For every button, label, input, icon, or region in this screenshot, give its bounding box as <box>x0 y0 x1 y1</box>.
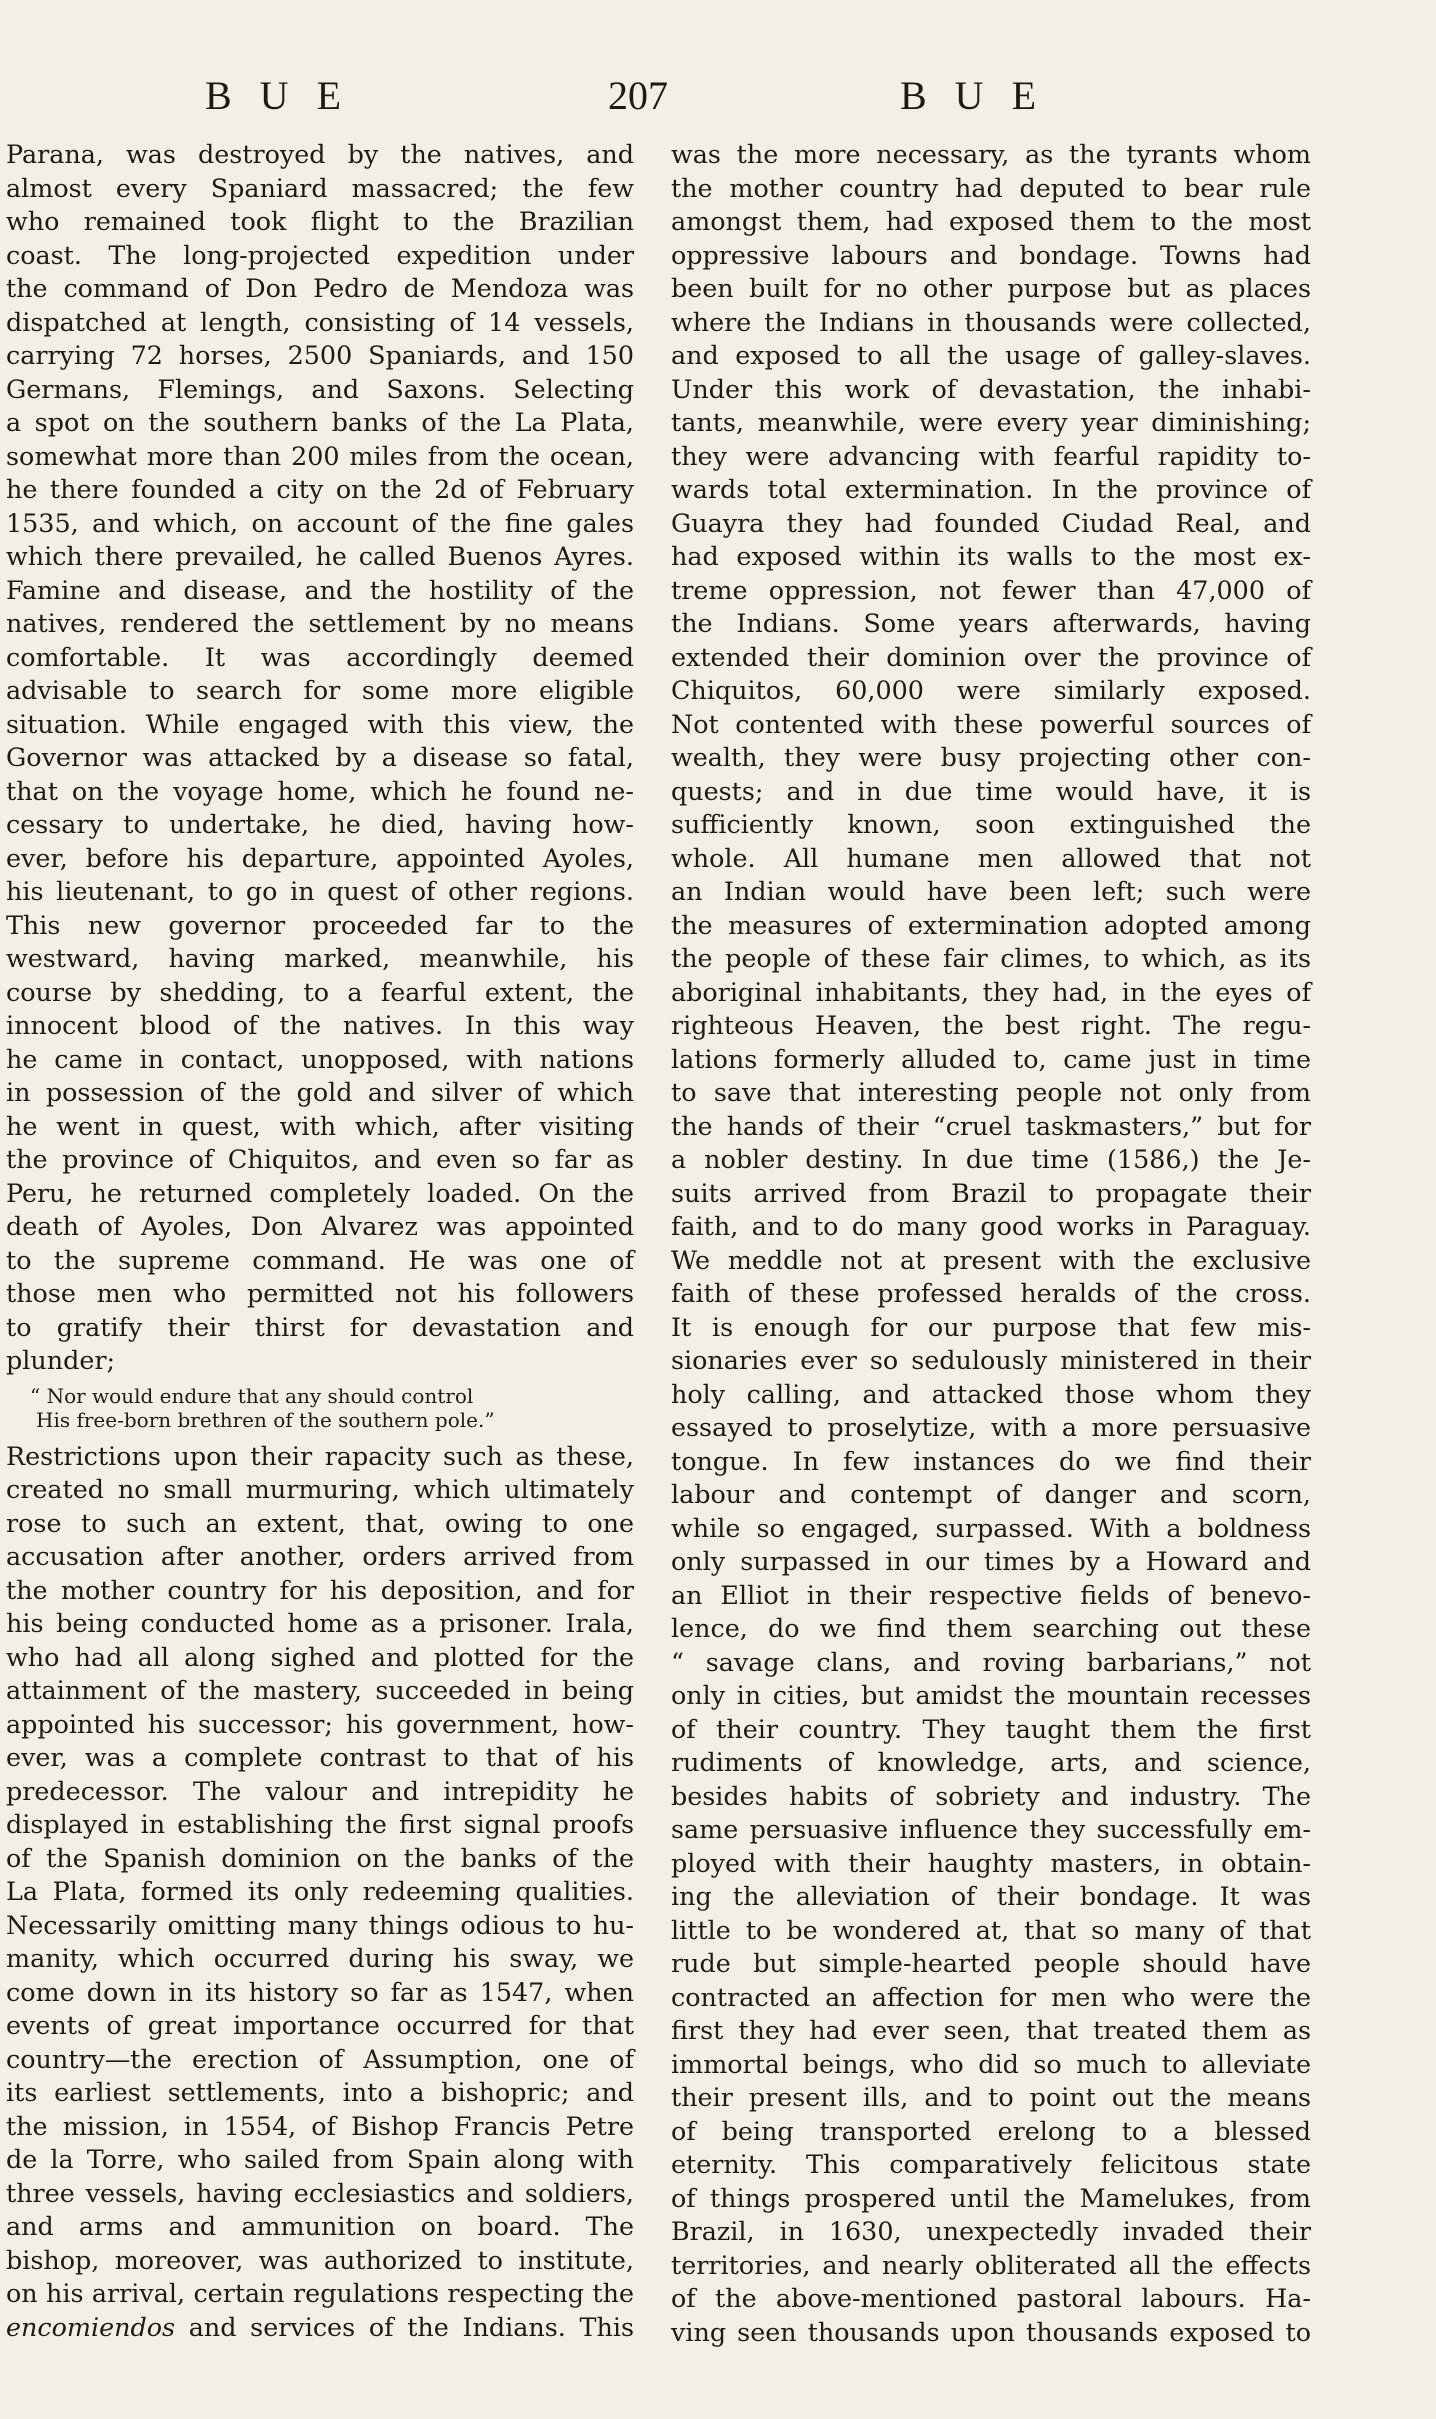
text-line: advisable to search for some more eligible <box>6 675 634 705</box>
italic-term: encomiendos <box>6 2311 176 2342</box>
text-line: the mother country for his deposition, and for <box>6 1574 634 1605</box>
text-line: coast. The long-projected expedition under <box>6 239 634 270</box>
text-line: course by shedding, to a fearful extent, the <box>6 976 634 1007</box>
text-line: contracted an affection for men who were the <box>671 1981 1311 2012</box>
text-line: “ savage clans, and roving barbarians,” not <box>671 1646 1311 1677</box>
text-line: its earliest settlements, into a bishopric; and <box>6 2077 634 2107</box>
text-line: the measures of extermination adopted among <box>671 909 1311 940</box>
text-line: suits arrived from Brazil to propagate their <box>671 1177 1311 1208</box>
text-line: westward, having marked, meanwhile, his <box>6 943 634 973</box>
text-line: while so engaged, surpassed. With a boldness <box>671 1512 1311 1543</box>
text-line: It is enough for our purpose that few mis- <box>671 1311 1311 1342</box>
text-line: extended their dominion over the province of <box>671 641 1311 672</box>
text-line: We meddle not at present with the exclusive <box>671 1244 1311 1275</box>
text-line: predecessor. The valour and intrepidity he <box>6 1775 634 1806</box>
text-line: only in cities, but amidst the mountain recesses <box>671 1680 1311 1710</box>
text-line: which there prevailed, he called Buenos Ayres. <box>6 541 634 571</box>
text-line: natives, rendered the settlement by no means <box>6 608 634 638</box>
text-line: eternity. This comparatively felicitous state <box>671 2149 1311 2179</box>
left-column <box>6 138 634 2344</box>
text-line: and arms and ammunition on board. The <box>6 2211 634 2241</box>
text-line: treme oppression, not fewer than 47,000 of <box>671 574 1311 605</box>
text-line: immortal beings, who did so much to alleviate <box>671 2048 1311 2079</box>
text-line: on his arrival, certain regulations respecting the <box>6 2278 634 2308</box>
text-line-rest: and services of the Indians. This <box>175 2311 634 2342</box>
text-line: his being conducted home as a prisoner. Irala, <box>6 1608 634 1638</box>
text-line: Not contented with these powerful sources of <box>671 708 1311 739</box>
text-line: manity, which occurred during his sway, we <box>6 1943 634 1973</box>
text-line: his lieutenant, to go in quest of other regions. <box>6 876 634 906</box>
text-line: La Plata, formed its only redeeming qualities. <box>6 1876 634 1906</box>
text-line: accusation after another, orders arrived from <box>6 1541 634 1571</box>
text-line: Under this work of devastation, the inhabi- <box>671 373 1311 404</box>
text-line: ployed with their haughty masters, in obtain- <box>671 1847 1311 1878</box>
verse-quotation <box>6 1384 634 1432</box>
text-line: sufficiently known, soon extinguished the <box>671 809 1311 839</box>
right-column <box>671 138 1311 2349</box>
text-line: essayed to proselytize, with a more persuasive <box>671 1412 1311 1442</box>
verse-line-2: His free-born brethren of the southern pole.” <box>36 1407 495 1432</box>
text-line: This new governor proceeded far to the <box>6 909 634 940</box>
text-line: of the above-mentioned pastoral labours. Ha- <box>671 2283 1311 2313</box>
text-line: attainment of the mastery, succeeded in being <box>6 1675 634 1705</box>
text-line: labour and contempt of danger and scorn, <box>671 1479 1311 1509</box>
text-line: to the supreme command. He was one of <box>6 1244 634 1275</box>
text-line: ever, before his departure, appointed Ayoles, <box>6 842 634 873</box>
text-line: three vessels, having ecclesiastics and soldiers, <box>6 2177 634 2208</box>
text-line: faith of these professed heralds of the cross. <box>671 1278 1311 1308</box>
text-line: wards total extermination. In the province of <box>671 474 1311 504</box>
text-line: the command of Don Pedro de Mendoza was <box>6 273 634 303</box>
text-line: holy calling, and attacked those whom they <box>671 1378 1311 1409</box>
text-line: little to be wondered at, that so many of that <box>671 1914 1311 1945</box>
text-line: an Elliot in their respective fields of benevo- <box>671 1579 1311 1610</box>
text-line: that on the voyage home, which he found ne- <box>6 775 634 806</box>
text-line: oppressive labours and bondage. Towns had <box>671 239 1311 270</box>
text-line: who had all along sighed and plotted for the <box>6 1641 634 1672</box>
text-line <box>6 2311 634 2345</box>
text-line: a nobler destiny. In due time (1586,) the Je- <box>671 1144 1311 1174</box>
text-line: carrying 72 horses, 2500 Spaniards, and 150 <box>6 340 634 370</box>
text-line: Germans, Flemings, and Saxons. Selecting <box>6 373 634 404</box>
text-line: they were advancing with fearful rapidity to- <box>671 440 1311 471</box>
header-left-word: BUE <box>205 73 369 118</box>
text-line: lations formerly alluded to, came just in time <box>671 1043 1311 1074</box>
text-line: rose to such an extent, that, owing to one <box>6 1507 634 1538</box>
left-paragraph-1 <box>6 138 634 1378</box>
text-line: in possession of the gold and silver of which <box>6 1077 634 1107</box>
text-line: besides habits of sobriety and industry. The <box>671 1780 1311 1811</box>
text-line: somewhat more than 200 miles from the ocean, <box>6 440 634 471</box>
text-line: Parana, was destroyed by the natives, and <box>6 139 634 169</box>
text-line: bishop, moreover, was authorized to institute, <box>6 2244 634 2275</box>
text-line: displayed in establishing the first signal proofs <box>6 1809 634 1839</box>
text-line: created no small murmuring, which ultimately <box>6 1474 634 1504</box>
text-line: of things prospered until the Mamelukes, from <box>671 2182 1311 2213</box>
text-line: he came in contact, unopposed, with nations <box>6 1043 634 1074</box>
text-line: plunder; <box>6 1345 116 1375</box>
text-line: the mission, in 1554, of Bishop Francis Petre <box>6 2110 634 2141</box>
text-line: Governor was attacked by a disease so fatal, <box>6 742 634 772</box>
text-line: almost every Spaniard massacred; the few <box>6 172 634 203</box>
text-line: who remained took flight to the Brazilian <box>6 206 634 236</box>
text-line: had exposed within its walls to the most ex- <box>671 541 1311 571</box>
text-line: and exposed to all the usage of galley-slaves. <box>671 340 1311 370</box>
text-line: aboriginal inhabitants, they had, in the eyes of <box>671 976 1311 1007</box>
text-line: to gratify their thirst for devastation and <box>6 1311 634 1342</box>
text-line: faith, and to do many good works in Paraguay. <box>671 1211 1311 1241</box>
text-line: where the Indians in thousands were collected, <box>671 306 1311 337</box>
text-line: amongst them, had exposed them to the most <box>671 206 1311 236</box>
text-line: territories, and nearly obliterated all the effects <box>671 2249 1311 2280</box>
text-line: the province of Chiquitos, and even so far as <box>6 1144 634 1174</box>
text-line: Chiquitos, 60,000 were similarly exposed. <box>671 675 1311 705</box>
text-line: comfortable. It was accordingly deemed <box>6 641 634 672</box>
text-line: of their country. They taught them the first <box>671 1713 1311 1744</box>
text-line: whole. All humane men allowed that not <box>671 842 1311 873</box>
text-line: rude but simple-hearted people should have <box>671 1948 1311 1978</box>
text-line: come down in its history so far as 1547, when <box>6 1976 634 2007</box>
page-number: 207 <box>608 73 668 118</box>
verse-line-1: “ Nor would endure that any should control <box>30 1383 474 1408</box>
text-line: of the Spanish dominion on the banks of the <box>6 1842 634 1873</box>
text-line: de la Torre, who sailed from Spain along with <box>6 2144 634 2174</box>
text-line: the hands of their “cruel taskmasters,” but for <box>671 1110 1311 1141</box>
text-line: only surpassed in our times by a Howard and <box>671 1546 1311 1576</box>
text-line: been built for no other purpose but as places <box>671 273 1311 303</box>
text-line: lence, do we find them searching out these <box>671 1613 1311 1643</box>
text-line: of being transported erelong to a blessed <box>671 2115 1311 2146</box>
text-line: Guayra they had founded Ciudad Real, and <box>671 507 1311 538</box>
text-line: the people of these fair climes, to which, as its <box>671 943 1311 973</box>
text-line: death of Ayoles, Don Alvarez was appointed <box>6 1211 634 1241</box>
text-line: those men who permitted not his followers <box>6 1278 634 1308</box>
text-line: country—the erection of Assumption, one of <box>6 2043 634 2074</box>
text-line: ving seen thousands upon thousands exposed to <box>671 2316 1311 2347</box>
text-line: tants, meanwhile, were every year diminishing; <box>671 407 1311 437</box>
text-line: dispatched at length, consisting of 14 vessels, <box>6 306 634 337</box>
text-line: quests; and in due time would have, it is <box>671 775 1311 806</box>
text-line: a spot on the southern banks of the La Plata, <box>6 407 634 437</box>
left-paragraph-2 <box>6 1440 634 2311</box>
text-line: cessary to undertake, he died, having how- <box>6 809 634 839</box>
text-line: sionaries ever so sedulously ministered in their <box>671 1345 1311 1375</box>
text-line: appointed his successor; his government, how- <box>6 1708 634 1739</box>
text-line: Restrictions upon their rapacity such as these, <box>6 1440 634 1471</box>
text-line: wealth, they were busy projecting other con- <box>671 742 1311 772</box>
text-line: Brazil, in 1630, unexpectedly invaded their <box>671 2216 1311 2246</box>
text-line: tongue. In few instances do we find their <box>671 1445 1311 1476</box>
text-line: rudiments of knowledge, arts, and science, <box>671 1747 1311 1777</box>
text-line: events of great importance occurred for that <box>6 2010 634 2040</box>
text-line: their present ills, and to point out the means <box>671 2082 1311 2112</box>
text-line: ing the alleviation of their bondage. It was <box>671 1881 1311 1911</box>
text-line: same persuasive influence they successfully em- <box>671 1814 1311 1844</box>
text-line: 1535, and which, on account of the fine gales <box>6 507 634 538</box>
text-line: Necessarily omitting many things odious to hu- <box>6 1909 634 1940</box>
text-line: an Indian would have been left; such were <box>671 876 1311 906</box>
text-line: the mother country had deputed to bear rule <box>671 172 1311 203</box>
running-header <box>0 72 1436 132</box>
text-line: innocent blood of the natives. In this way <box>6 1010 634 1040</box>
text-line: Peru, he returned completely loaded. On the <box>6 1177 634 1208</box>
text-line: situation. While engaged with this view, the <box>6 708 634 739</box>
text-line: to save that interesting people not only from <box>671 1077 1311 1107</box>
text-line: righteous Heaven, the best right. The regu- <box>671 1010 1311 1040</box>
text-line: he there founded a city on the 2d of February <box>6 474 634 504</box>
text-line: Famine and disease, and the hostility of the <box>6 574 634 605</box>
header-right-word: BUE <box>900 73 1064 118</box>
text-line: ever, was a complete contrast to that of his <box>6 1742 634 1772</box>
text-line: the Indians. Some years afterwards, having <box>671 608 1311 638</box>
text-line: first they had ever seen, that treated them as <box>671 2015 1311 2045</box>
text-line: was the more necessary, as the tyrants whom <box>671 139 1311 169</box>
text-line: he went in quest, with which, after visiting <box>6 1110 634 1141</box>
